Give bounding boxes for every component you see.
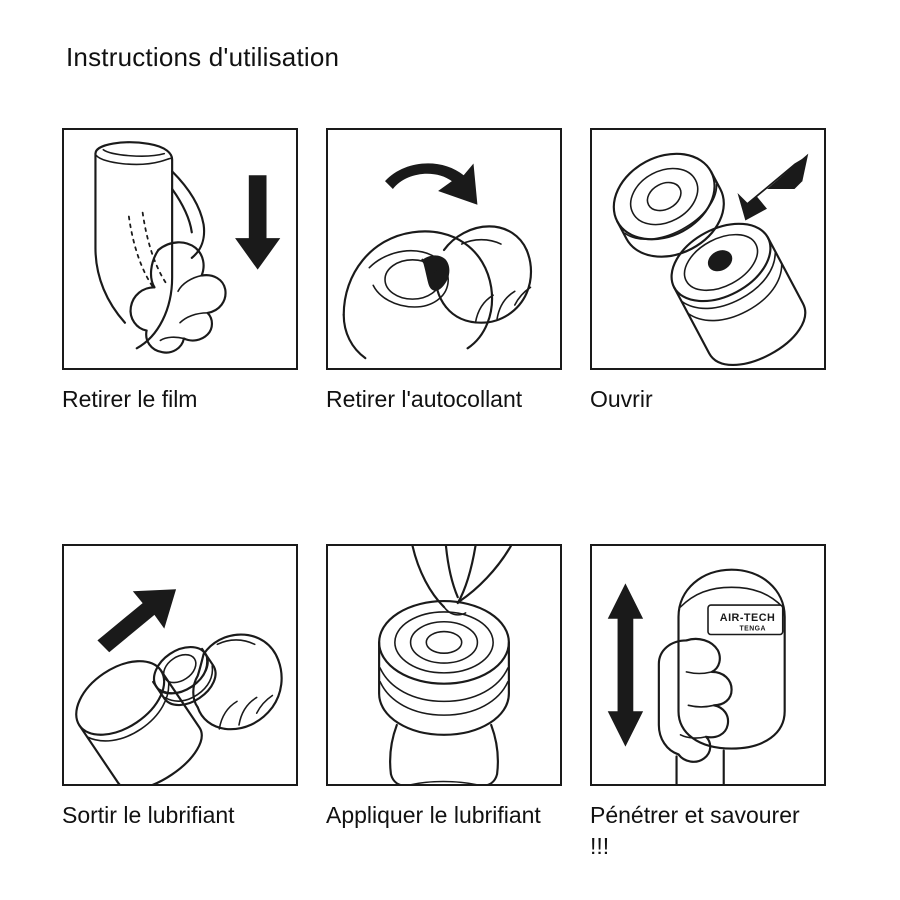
open-cap-illustration <box>590 128 826 370</box>
step-2-caption: Retirer l'autocollant <box>326 386 523 412</box>
steps-grid <box>62 128 852 861</box>
use-product-illustration <box>590 544 826 786</box>
steps-row-1 <box>62 128 852 414</box>
step-1-caption: Retirer le film <box>62 386 198 412</box>
steps-row-2 <box>62 544 852 861</box>
page-title: Instructions d'utilisation <box>66 42 340 72</box>
apply-lubricant-illustration <box>326 544 562 786</box>
brand-label: AIR-TECH <box>719 612 776 625</box>
step-4-caption: Sortir le lubrifiant <box>62 802 235 829</box>
step-5-caption: Appliquer le lubrifiant <box>326 802 541 829</box>
remove-sticker-illustration <box>326 128 562 370</box>
step-1 <box>62 128 298 414</box>
step-3 <box>590 128 826 414</box>
step-5 <box>326 544 562 861</box>
remove-film-illustration <box>62 128 298 370</box>
step-4 <box>62 544 298 861</box>
step-6-caption: Pénétrer et savourer !!! <box>590 802 800 859</box>
step-2 <box>326 128 562 414</box>
step-6 <box>590 544 826 861</box>
pull-out-lubricant-illustration <box>62 544 298 786</box>
sub-brand-label: TENGA <box>739 625 766 633</box>
step-3-caption: Ouvrir <box>590 386 653 412</box>
